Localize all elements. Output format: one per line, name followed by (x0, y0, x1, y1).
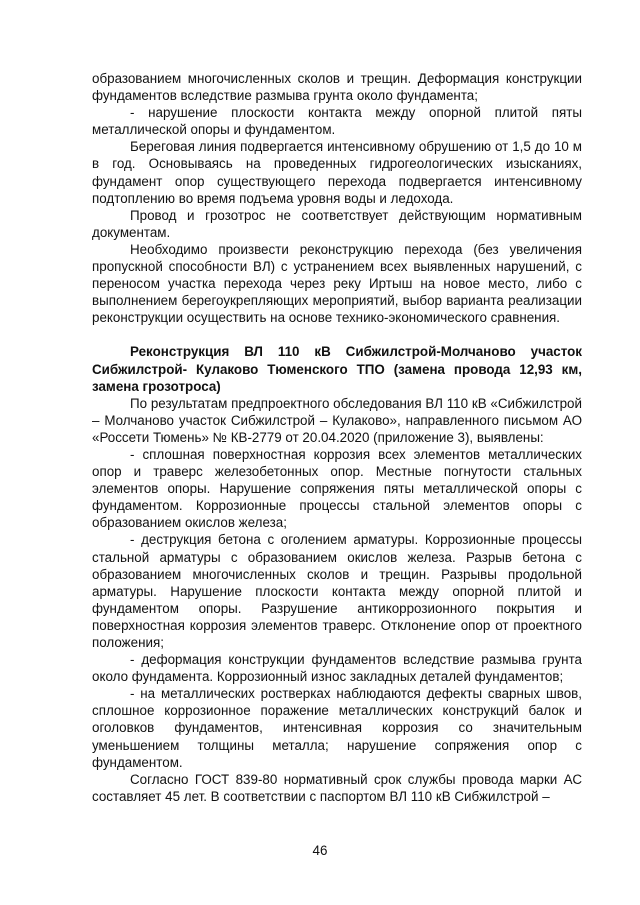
list-item: - сплошная поверхностная коррозия всех элементов металлических опор и траверс железобетонных опор. Местные погнутости стальных элементов опоры. Нарушение сопряжения пяты металлической опоры с фундаментом. Коррозионные процессы стальной элементов опоры с образованием окислов железа; (92, 446, 582, 531)
paragraph: Необходимо произвести реконструкцию перехода (без увеличения пропускной способности ВЛ) с устранением всех выявленных нарушений, с переносом участка перехода через реку Иртыш на новое место, либо с выполнением берегоукрепляющих мероприятий, выбор варианта реализации реконструкции осуществить на основе технико-экономического сравнения. (92, 241, 582, 326)
section-heading: Реконструкция ВЛ 110 кВ Сибжилстрой-Молчаново участок Сибжилстрой- Кулаково Тюменского ТПО (замена провода 12,93 км, замена грозотроса) (92, 344, 582, 394)
paragraph: Береговая линия подвергается интенсивному обрушению от 1,5 до 10 м в год. Основываясь на проведенных гидрогеологических изысканиях, фундамент опор существующего перехода подвергается интенсивному подтоплению во время подъема уровня воды и ледохода. (92, 139, 582, 206)
paragraph: Согласно ГОСТ 839-80 нормативный срок службы провода марки АС составляет 45 лет. В соответствии с паспортом ВЛ 110 кВ Сибжилстрой – (92, 771, 582, 804)
section-spacer (92, 326, 582, 343)
paragraph: образованием многочисленных сколов и трещин. Деформация конструкции фундаментов вследствие размыва грунта около фундамента; (92, 71, 582, 104)
page-content (92, 70, 582, 805)
paragraph: Провод и грозотрос не соответствует действующим нормативным документам. (92, 207, 582, 240)
list-item: - деформация конструкции фундаментов вследствие размыва грунта около фундамента. Коррозионный износ закладных деталей фундаментов; (92, 652, 582, 685)
page-number: 46 (312, 843, 328, 858)
list-item: - нарушение плоскости контакта между опорной плитой пяты металлической опоры и фундаментом. (92, 105, 582, 138)
list-item: - на металлических ростверках наблюдаются дефекты сварных швов, сплошное коррозионное поражение металлических конструкций балок и оголовков фундаментов, интенсивная коррозия со значительным уменьшением толщины металла; нарушение сопряжения опор с фундаментом. (92, 686, 582, 770)
list-item: - деструкция бетона с оголением арматуры. Коррозионные процессы стальной арматуры с образованием окислов железа. Разрыв бетона с образованием многочисленных сколов и трещин. Разрывы продольной арматуры. Нарушение плоскости контакта между опорной плитой и фундаментом опоры. Разрушение антикоррозионного покрытия и поверхностная коррозия элементов траверс. Отклонение опор от проектного положения; (92, 532, 582, 650)
paragraph: По результатам предпроектного обследования ВЛ 110 кВ «Сибжилстрой – Молчаново участок Сибжилстрой – Кулаково», направленного письмом АО «Россети Тюмень» № КВ-2779 от 20.04.2020 (приложение 3), выявлены: (92, 395, 582, 445)
